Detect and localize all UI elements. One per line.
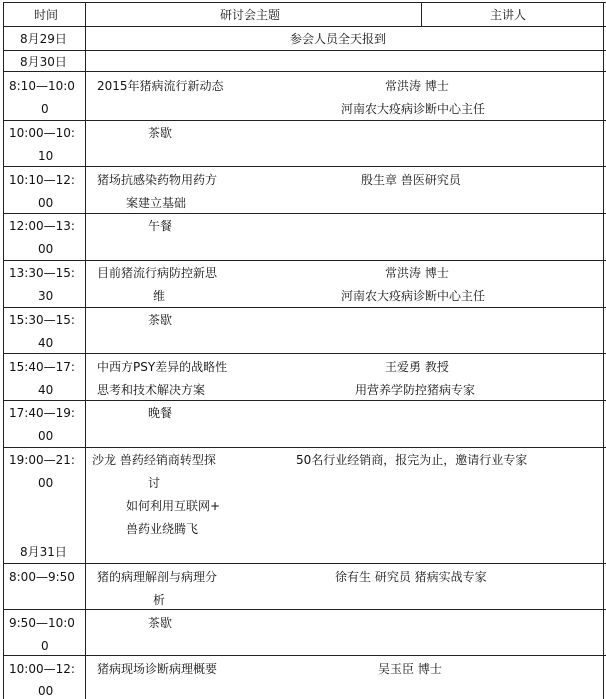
row-divider [3,655,606,656]
speaker-cell: 殷生章 兽医研究员 [361,173,461,187]
column-divider [421,2,422,26]
topic-cell: 沙龙 兽药经销商转型探 [92,453,216,467]
speaker-cell: 河南农大疫病诊断中心主任 [341,289,486,303]
row-divider [3,400,606,401]
time-cell: 8:10—10:0 [9,79,75,93]
time-cell: 19:00—21: [9,453,75,467]
time-cell: 13:30—15: [9,266,75,280]
date-label: 8月29日 [20,32,67,46]
row-divider [3,353,606,354]
date-label: 8月31日 [20,545,67,559]
time-cell: 9:50—10:0 [9,616,75,630]
topic-cell: 思考和技术解决方案 [97,383,206,397]
column-divider [3,2,4,699]
speaker-cell: 常洪涛 博士 [385,266,449,280]
row-divider [3,447,606,448]
speaker-cell: 徐有生 研究员 猪病实战专家 [335,570,487,584]
time-cell: 12:00—13: [9,219,75,233]
time-cell: 00 [38,242,54,256]
time-cell: 0 [41,639,49,653]
time-cell: 00 [38,684,54,698]
table-border-top [3,2,606,3]
topic-cell: 析 [153,593,166,607]
column-divider [603,2,604,699]
row-divider [3,71,606,72]
row-divider [3,166,606,167]
topic-cell: 茶歇 [148,126,173,140]
time-cell: 10:00—10: [9,126,75,140]
topic-cell: 茶歇 [148,616,173,630]
row-divider [3,260,606,261]
time-cell: 17:40—19: [9,406,75,420]
date-label: 8月30日 [20,55,67,69]
time-cell: 15:30—15: [9,313,75,327]
time-cell: 00 [38,196,54,210]
speaker-cell: 用营养学防控猪病专家 [355,383,476,397]
speaker-cell: 王爱勇 教授 [385,360,449,374]
topic-cell: 讨 [148,476,161,490]
topic-cell: 案建立基础 [126,196,187,210]
time-cell: 10:10—12: [9,173,75,187]
row-divider [3,26,606,27]
column-divider [85,2,86,699]
topic-cell: 茶歇 [148,313,173,327]
registration-note: 参会人员全天报到 [290,32,387,46]
topic-cell: 兽药业绕腾飞 [126,522,199,536]
time-cell: 00 [38,429,54,443]
topic-cell: 午餐 [148,219,173,233]
time-cell: 8:00—9:50 [9,570,75,584]
time-cell: 0 [41,102,49,116]
time-cell: 15:40—17: [9,360,75,374]
row-divider [3,120,606,121]
topic-cell: 猪场抗感染药物用药方 [97,173,218,187]
topic-cell: 中西方PSY差异的战略性 [97,360,228,374]
topic-cell: 猪的病理解剖与病理分 [97,570,218,584]
time-cell: 10 [38,149,54,163]
topic-cell: 如何利用互联网+ [126,499,221,513]
speaker-cell: 河南农大疫病诊断中心主任 [341,102,486,116]
time-cell: 40 [38,383,54,397]
speaker-cell: 常洪涛 博士 [385,79,449,93]
topic-cell: 晚餐 [148,406,173,420]
time-cell: 10:00—12: [9,662,75,676]
row-divider [3,50,606,51]
topic-cell: 2015年猪病流行新动态 [97,79,224,93]
time-cell: 40 [38,336,54,350]
header-topic: 研讨会主题 [220,8,281,22]
topic-cell: 猪病现场诊断病理概要 [97,662,218,676]
topic-cell: 维 [153,289,166,303]
row-divider [3,563,606,564]
speaker-cell: 50名行业经销商，报完为止，邀请行业专家 [296,453,528,467]
time-cell: 30 [38,289,54,303]
header-speaker: 主讲人 [490,8,527,22]
topic-cell: 目前猪流行病防控新思 [97,266,218,280]
row-divider [3,213,606,214]
row-divider [3,609,606,610]
time-cell: 00 [38,476,54,490]
speaker-cell: 吴玉臣 博士 [378,662,442,676]
header-time: 时间 [34,8,59,22]
row-divider [3,307,606,308]
